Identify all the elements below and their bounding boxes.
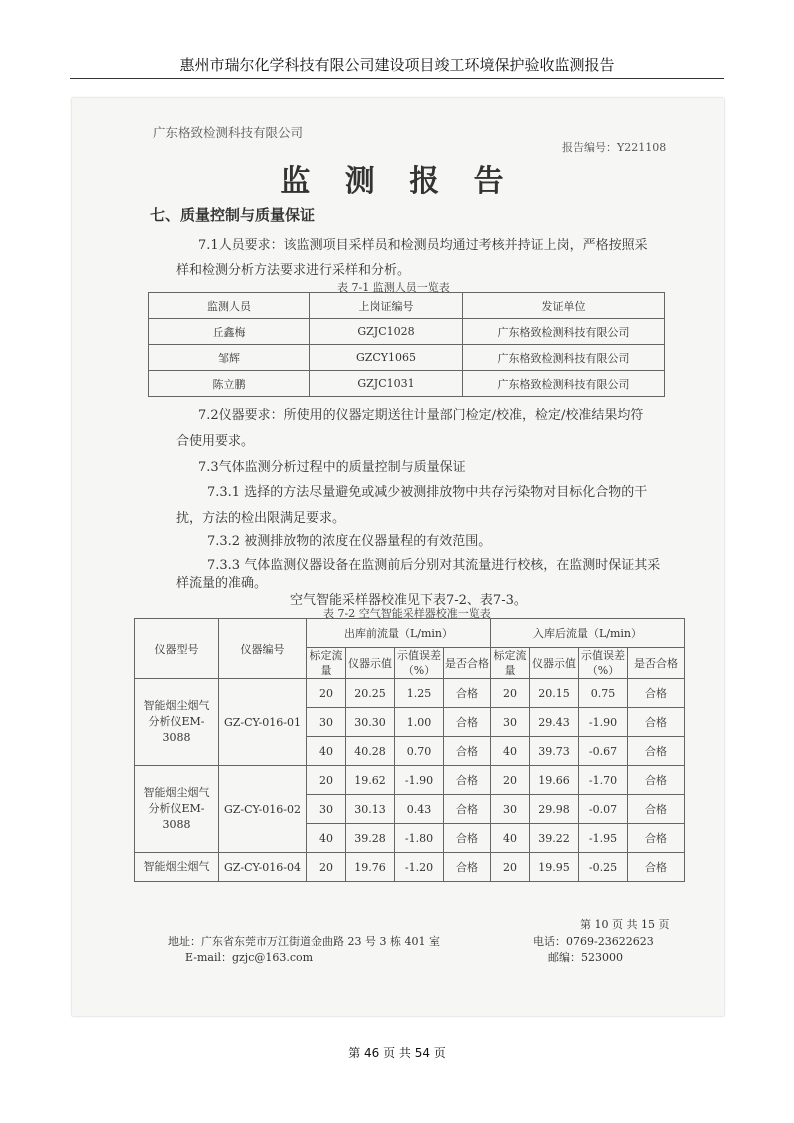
cell: 合格 (444, 737, 491, 766)
section-heading: 七、质量控制与质量保证 (150, 206, 316, 224)
para-7-1-line1: 7.1人员要求：该监测项目采样员和检测员均通过考核并持证上岗，严格按照采 (198, 238, 648, 253)
cell: 20 (307, 766, 346, 795)
cell: 20 (307, 853, 346, 882)
cell: 19.66 (530, 766, 579, 795)
cell: 19.76 (346, 853, 395, 882)
header-cell: 监测人员 (149, 293, 310, 319)
cell: 40 (491, 737, 530, 766)
inner-page-number: 第 10 页 共 15 页 (580, 918, 670, 931)
cell: 0.75 (579, 679, 628, 708)
document-header-title: 惠州市瑞尔化学科技有限公司建设项目竣工环境保护验收监测报告 (179, 56, 615, 74)
para-7-3-3-line2: 样流量的准确。 (176, 576, 268, 591)
cell: 20 (491, 766, 530, 795)
header-cell: 入库后流量（L/min） (491, 619, 685, 648)
cell: 合格 (628, 766, 685, 795)
cell: -0.07 (579, 795, 628, 824)
cell: 合格 (628, 679, 685, 708)
table-7-1-caption: 表 7-1 监测人员一览表 (337, 281, 450, 294)
table-header-row (149, 293, 665, 319)
table-reference: 空气智能采样器校准见下表7-2、表7-3。 (290, 593, 527, 608)
para-7-3-2: 7.3.2 被测排放物的浓度在仪器量程的有效范围。 (207, 534, 492, 549)
cell: 20 (307, 679, 346, 708)
cell: 39.22 (530, 824, 579, 853)
footer-address: 地址：广东省东莞市万江街道金曲路 23 号 3 栋 401 室 (168, 935, 440, 948)
header-cell: 发证单位 (463, 293, 665, 319)
para-7-1-line2: 样和检测分析方法要求进行采样和分析。 (176, 263, 411, 278)
instrument-number-cell: GZ-CY-016-02 (219, 766, 307, 853)
cell: 40 (307, 737, 346, 766)
footer-phone: 电话：0769-23622623 (533, 935, 654, 948)
cell: 广东格致检测科技有限公司 (463, 371, 665, 397)
cell: 29.43 (530, 708, 579, 737)
cell: -1.70 (579, 766, 628, 795)
footer-email: E-mail：gzjc@163.com (185, 951, 314, 964)
cell: 合格 (444, 824, 491, 853)
para-7-3-1-line2: 扰，方法的检出限满足要求。 (176, 511, 346, 526)
table-7-2-caption: 表 7-2 空气智能采样器校准一览表 (323, 607, 491, 620)
cell: 19.95 (530, 853, 579, 882)
cell: 陈立鹏 (149, 371, 310, 397)
cell: 30 (491, 708, 530, 737)
cell: -1.20 (395, 853, 444, 882)
cell: 40.28 (346, 737, 395, 766)
cell: 30.13 (346, 795, 395, 824)
cell: GZJC1028 (310, 319, 463, 345)
header-cell: 仪器编号 (219, 619, 307, 679)
header-cell: 是否合格 (444, 648, 491, 679)
table-row (149, 319, 665, 345)
cell: 合格 (444, 853, 491, 882)
table-header-row (135, 619, 685, 648)
header-cell: 是否合格 (628, 648, 685, 679)
para-7-3: 7.3气体监测分析过程中的质量控制与质量保证 (198, 460, 466, 475)
cell: GZJC1031 (310, 371, 463, 397)
cell: 30.30 (346, 708, 395, 737)
para-7-3-3-line1: 7.3.3 气体监测仪器设备在监测前后分别对其流量进行校核，在监测时保证其采 (207, 558, 661, 573)
table-row (135, 853, 685, 882)
header-cell: 仪器型号 (135, 619, 219, 679)
para-7-2-line1: 7.2仪器要求：所使用的仪器定期送往计量部门检定/校准，检定/校准结果均符 (198, 408, 644, 423)
cell: 广东格致检测科技有限公司 (463, 345, 665, 371)
cell: 1.25 (395, 679, 444, 708)
header-cell: 示值误差（%） (579, 648, 628, 679)
cell: 合格 (628, 824, 685, 853)
calibration-table-body (135, 679, 685, 882)
header-cell: 示值误差（%） (395, 648, 444, 679)
cell: 40 (491, 824, 530, 853)
cell: 合格 (444, 679, 491, 708)
cell: 合格 (444, 708, 491, 737)
header-cell: 出库前流量（L/min） (307, 619, 491, 648)
cell: 39.73 (530, 737, 579, 766)
header-cell: 标定流量 (307, 648, 346, 679)
instrument-number-cell: GZ-CY-016-01 (219, 679, 307, 766)
calibration-table (134, 618, 685, 882)
cell: GZCY1065 (310, 345, 463, 371)
cell: 0.70 (395, 737, 444, 766)
cell: 30 (307, 708, 346, 737)
header-cell: 上岗证编号 (310, 293, 463, 319)
cell: 合格 (628, 708, 685, 737)
cell: 合格 (444, 795, 491, 824)
cell: 丘鑫梅 (149, 319, 310, 345)
cell: 20 (491, 679, 530, 708)
cell: 20.15 (530, 679, 579, 708)
instrument-model-cell: 智能烟尘烟气分析仪EM-3088 (135, 766, 219, 853)
header-divider (70, 78, 724, 79)
cell: 20 (491, 853, 530, 882)
cell: 30 (491, 795, 530, 824)
report-number: 报告编号：Y221108 (562, 141, 667, 154)
instrument-number-cell: GZ-CY-016-04 (219, 853, 307, 882)
scanned-report-page (72, 98, 724, 1016)
cell: 合格 (444, 766, 491, 795)
cell: 合格 (628, 853, 685, 882)
instrument-model-cell: 智能烟尘烟气 (135, 853, 219, 882)
cell: -0.67 (579, 737, 628, 766)
header-cell: 仪器示值 (346, 648, 395, 679)
cell: 39.28 (346, 824, 395, 853)
footer-postcode: 邮编：523000 (548, 951, 623, 964)
table-row (135, 679, 685, 708)
para-7-2-line2: 合使用要求。 (176, 434, 255, 449)
cell: 合格 (628, 795, 685, 824)
cell: 30 (307, 795, 346, 824)
cell: -1.95 (579, 824, 628, 853)
cell: 20.25 (346, 679, 395, 708)
header-cell: 标定流量 (491, 648, 530, 679)
table-row (149, 345, 665, 371)
cell: 40 (307, 824, 346, 853)
cell: 合格 (628, 737, 685, 766)
cell: 邹辉 (149, 345, 310, 371)
cell: 19.62 (346, 766, 395, 795)
report-title: 监 测 报 告 (280, 164, 516, 199)
personnel-table (148, 292, 665, 397)
company-name: 广东格致检测科技有限公司 (153, 125, 304, 140)
instrument-model-cell: 智能烟尘烟气分析仪EM-3088 (135, 679, 219, 766)
cell: 0.43 (395, 795, 444, 824)
page-number: 第 46 页 共 54 页 (348, 1046, 446, 1060)
cell: 29.98 (530, 795, 579, 824)
header-cell: 仪器示值 (530, 648, 579, 679)
cell: -1.90 (579, 708, 628, 737)
cell: 广东格致检测科技有限公司 (463, 319, 665, 345)
table-row (149, 371, 665, 397)
para-7-3-1-line1: 7.3.1 选择的方法尽量避免或减少被测排放物中共存污染物对目标化合物的干 (207, 485, 648, 500)
cell: -0.25 (579, 853, 628, 882)
cell: 1.00 (395, 708, 444, 737)
cell: -1.80 (395, 824, 444, 853)
cell: -1.90 (395, 766, 444, 795)
table-row (135, 766, 685, 795)
